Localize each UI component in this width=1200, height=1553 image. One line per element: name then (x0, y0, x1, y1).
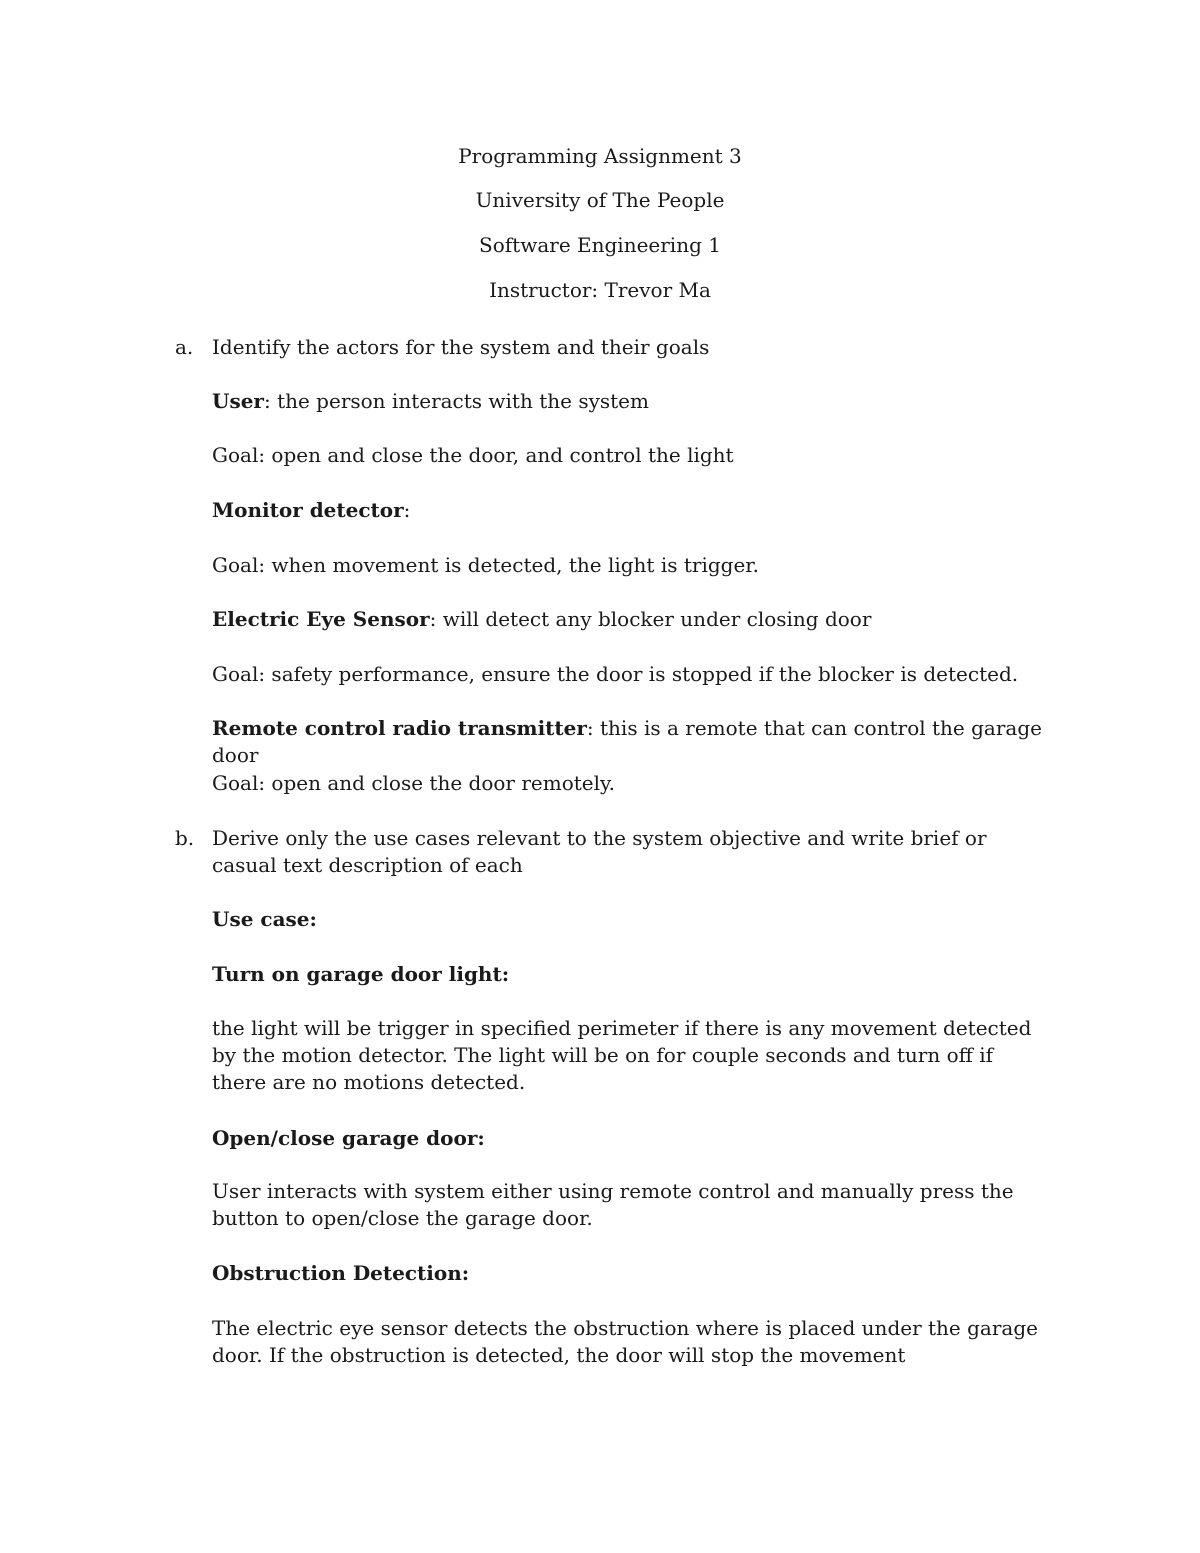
section-a-marker: a. (175, 335, 194, 359)
actor-description: : this is a remote that can control the garage door (212, 716, 1042, 767)
actor-remote-control (212, 715, 1052, 769)
use-case-heading: Use case: (212, 907, 317, 931)
actor-name: Electric Eye Sensor (212, 607, 430, 631)
use-case-title: Obstruction Detection: (212, 1261, 470, 1285)
actor-name: Remote control radio transmitter (212, 716, 587, 740)
use-case-description: the light will be trigger in specified perimeter if there is any movement detected by the motion detector. The light will be on for couple seconds and turn off if there are no motions detected. (212, 1016, 1032, 1094)
actor-user-goal: Goal: open and close the door, and control the light (212, 443, 734, 467)
actor-description: : will detect any blocker under closing door (429, 607, 872, 631)
document-title: Programming Assignment 3 (458, 144, 742, 168)
section-b-question: Derive only the use cases relevant to the system objective and write brief or casual text description of each (212, 826, 987, 877)
use-case-description: User interacts with system either using remote control and manually press the button to open/close the garage door. (212, 1179, 1014, 1230)
actor-name: User (212, 389, 264, 413)
actor-electric-eye-sensor (212, 606, 1052, 633)
actor-name: Monitor detector (212, 498, 404, 522)
use-case-description: The electric eye sensor detects the obstruction where is placed under the garage door. If the obstruction is detected, the door will stop the movement (212, 1316, 1038, 1367)
actor-remote-control-goal: Goal: open and close the door remotely. (212, 771, 615, 795)
course-name: Software Engineering 1 (479, 233, 721, 257)
use-case-title: Turn on garage door light: (212, 962, 510, 986)
university-name: University of The People (475, 188, 725, 212)
actor-user (212, 388, 1052, 415)
actor-monitor-detector-goal: Goal: when movement is detected, the light is trigger. (212, 553, 760, 577)
actor-electric-eye-sensor-goal: Goal: safety performance, ensure the door is stopped if the blocker is detected. (212, 662, 1019, 686)
actor-description: : (403, 498, 411, 522)
instructor-name: Instructor: Trevor Ma (489, 278, 711, 302)
section-b-marker: b. (175, 826, 195, 850)
section-a-question: Identify the actors for the system and their goals (212, 335, 710, 359)
actor-description: : the person interacts with the system (263, 389, 649, 413)
use-case-title: Open/close garage door: (212, 1126, 485, 1150)
actor-monitor-detector (212, 497, 1052, 524)
